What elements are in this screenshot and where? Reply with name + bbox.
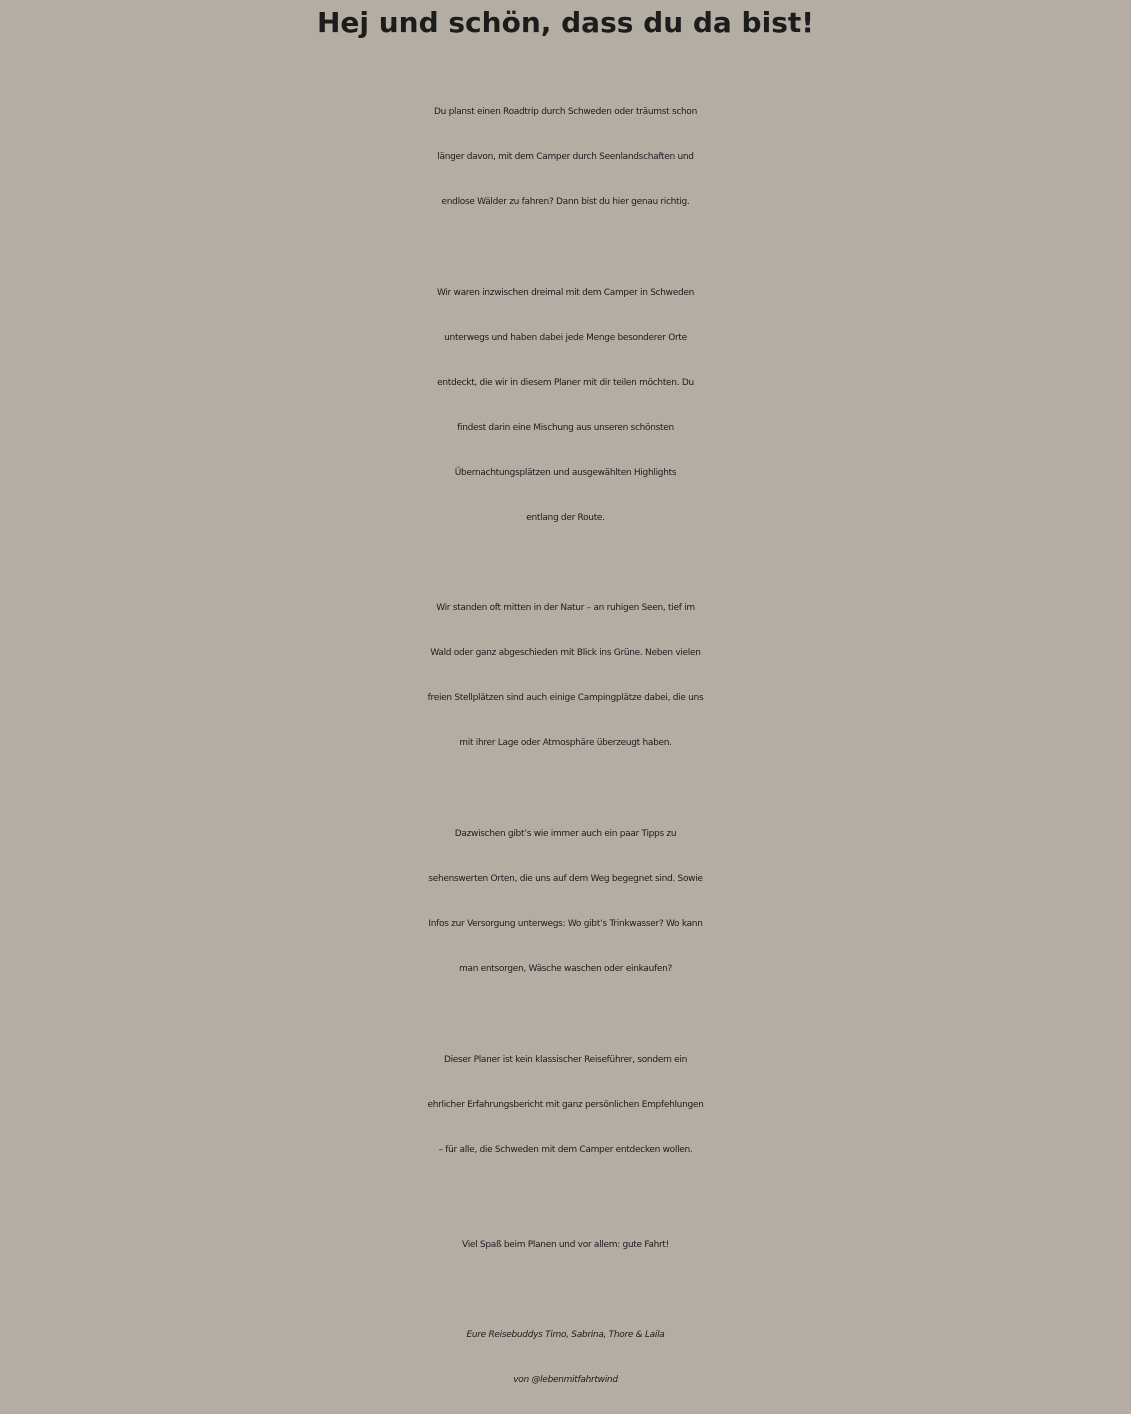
text-line: Du planst einen Roadtrip durch Schweden oder träumst schon xyxy=(433,107,697,117)
closing-paragraph xyxy=(0,1223,1131,1268)
intro-paragraph xyxy=(0,90,1131,225)
planner-description-paragraph xyxy=(0,1038,1131,1173)
text-line: Wir waren inzwischen dreimal mit dem Camper in Schweden xyxy=(436,288,695,298)
signature-names: Eure Reisebuddys Timo, Sabrina, Thore & Laila xyxy=(466,1330,665,1340)
text-line: Wir standen oft mitten in der Natur – an ruhigen Seen, tief im xyxy=(436,603,695,613)
text-line: Wald oder ganz abgeschieden mit Blick ins Grüne. Neben vielen xyxy=(430,648,701,658)
text-line: sehenswerten Orten, die uns auf dem Weg begegnet sind. Sowie xyxy=(428,874,703,884)
text-line: mit ihrer Lage oder Atmosphäre überzeugt haben. xyxy=(459,738,672,748)
greeting-heading: Hej und schön, dass du da bist! xyxy=(316,6,815,39)
text-line: findest darin eine Mischung aus unseren schönsten xyxy=(457,423,674,433)
text-line: entlang der Route. xyxy=(526,513,605,523)
text-line: Dazwischen gibt’s wie immer auch ein paar Tipps zu xyxy=(454,829,677,839)
text-line: man entsorgen, Wäsche waschen oder einkaufen? xyxy=(459,964,672,974)
signature-handle: von @lebenmitfahrtwind xyxy=(513,1375,618,1385)
signature xyxy=(0,1313,1131,1403)
text-line: endlose Wälder zu fahren? Dann bist du hier genau richtig. xyxy=(441,197,690,207)
text-line: unterwegs und haben dabei jede Menge besonderer Orte xyxy=(444,333,687,343)
text-line: länger davon, mit dem Camper durch Seenlandschaften und xyxy=(437,152,694,162)
tips-paragraph xyxy=(0,812,1131,992)
text-line: Viel Spaß beim Planen und vor allem: gute Fahrt! xyxy=(462,1240,669,1250)
text-line: Dieser Planer ist kein klassischer Reiseführer, sondern ein xyxy=(443,1055,688,1065)
text-line: – für alle, die Schweden mit dem Camper entdecken wollen. xyxy=(438,1145,693,1155)
text-line: ehrlicher Erfahrungsbericht mit ganz persönlichen Empfehlungen xyxy=(427,1100,704,1110)
nature-paragraph xyxy=(0,586,1131,766)
text-line: entdeckt, die wir in diesem Planer mit dir teilen möchten. Du xyxy=(437,378,694,388)
text-line: Infos zur Versorgung unterwegs: Wo gibt’s Trinkwasser? Wo kann xyxy=(428,919,703,929)
text-line: Übernachtungsplätzen und ausgewählten Highlights xyxy=(454,468,677,478)
text-line: freien Stellplätzen sind auch einige Campingplätze dabei, die uns xyxy=(427,693,704,703)
experience-paragraph xyxy=(0,271,1131,541)
